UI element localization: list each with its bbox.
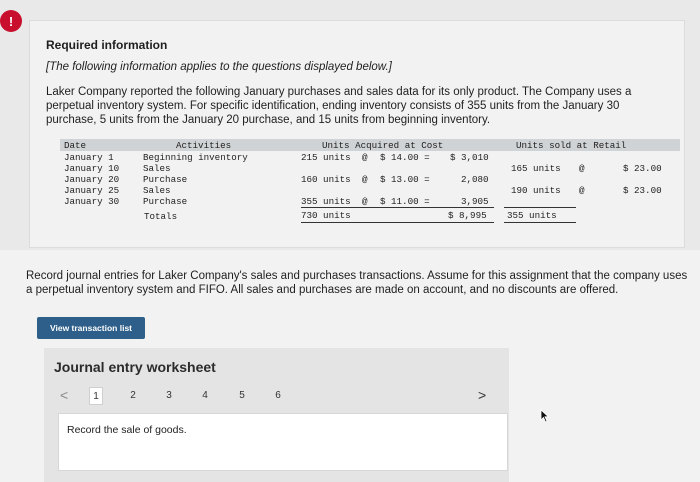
row-acq-cost: $ 11.00 = <box>380 196 430 207</box>
mouse-cursor-icon <box>540 409 550 423</box>
prev-arrow-icon[interactable]: < <box>60 387 69 403</box>
page-tab-6[interactable]: 6 <box>275 390 281 401</box>
row-acq-total: $ 3,010 <box>450 152 489 163</box>
row-acq-at: @ <box>362 152 368 163</box>
header-units-sold: Units sold at Retail <box>516 140 627 151</box>
sold-units-rule <box>504 207 576 208</box>
view-transaction-list-button[interactable]: View transaction list <box>37 317 145 339</box>
acquired-total-rule <box>430 207 494 208</box>
problem-description: Laker Company reported the following January purchases and sales data for its only product. The Company uses a perpetual inventory system. For specific identification, ending inventory consists of 355 units from the January 30 purchase, 5 units from the January 20 purchase, and 15 units from beginning inventory. <box>46 86 632 126</box>
row-acq-cost: $ 14.00 = <box>380 152 430 163</box>
row-date: January 10 <box>64 163 120 174</box>
row-date: January 25 <box>64 185 120 196</box>
next-arrow-icon[interactable]: > <box>478 387 487 403</box>
row-acq-units: 355 units <box>301 196 351 207</box>
page-tab-1[interactable]: 1 <box>89 387 103 405</box>
instructions-text: Record journal entries for Laker Company's sales and purchases transactions. Assume for this assignment that the company uses a perpetual inventory system and FIFO. All sales and purchases are made on account, and no discounts are offered. <box>26 270 688 296</box>
page-tab-2[interactable]: 2 <box>130 390 136 401</box>
worksheet-title: Journal entry worksheet <box>54 359 216 375</box>
row-date: January 20 <box>64 174 120 185</box>
entry-prompt-box <box>58 413 508 471</box>
row-date: January 30 <box>64 196 120 207</box>
header-activities: Activities <box>176 140 232 151</box>
page-tab-5[interactable]: 5 <box>239 390 245 401</box>
row-activity: Sales <box>143 163 171 174</box>
row-date: January 1 <box>64 152 114 163</box>
row-acq-at: @ <box>362 174 368 185</box>
totals-acq-total: $ 8,995 <box>448 210 487 221</box>
totals-label: Totals <box>144 211 178 222</box>
inventory-data-table <box>60 139 683 229</box>
row-acq-total: 3,905 <box>461 196 489 207</box>
row-sold-units: 165 units <box>511 163 561 174</box>
row-activity: Sales <box>143 185 171 196</box>
acquired-units-double-rule <box>301 222 440 223</box>
entry-prompt: Record the sale of goods. <box>67 424 187 436</box>
totals-sold-units: 355 units <box>507 210 557 221</box>
acquired-total-double-rule <box>430 222 494 223</box>
journal-entry-worksheet <box>44 348 509 482</box>
row-acq-total: 2,080 <box>461 174 489 185</box>
acquired-units-rule <box>301 207 440 208</box>
header-date: Date <box>64 140 87 151</box>
page-tab-3[interactable]: 3 <box>166 390 172 401</box>
required-info-subtitle: [The following information applies to the questions displayed below.] <box>46 61 392 73</box>
row-activity: Purchase <box>143 174 188 185</box>
worksheet-pagination <box>54 387 494 405</box>
row-sold-units: 190 units <box>511 185 561 196</box>
required-info-title: Required information <box>46 38 168 52</box>
required-information-panel <box>29 20 685 248</box>
row-sold-at: @ <box>579 163 585 174</box>
row-activity: Beginning inventory <box>143 152 248 163</box>
alert-icon: ! <box>0 10 22 32</box>
row-sold-at: @ <box>579 185 585 196</box>
row-acq-units: 160 units <box>301 174 351 185</box>
sold-units-double-rule <box>504 222 576 223</box>
header-units-acquired: Units Acquired at Cost <box>322 140 444 151</box>
row-activity: Purchase <box>143 196 188 207</box>
row-sold-price: $ 23.00 <box>623 163 662 174</box>
row-acq-at: @ <box>362 196 368 207</box>
row-sold-price: $ 23.00 <box>623 185 662 196</box>
row-acq-units: 215 units <box>301 152 351 163</box>
row-acq-cost: $ 13.00 = <box>380 174 430 185</box>
totals-acq-units: 730 units <box>301 210 351 221</box>
page-tab-4[interactable]: 4 <box>202 390 208 401</box>
